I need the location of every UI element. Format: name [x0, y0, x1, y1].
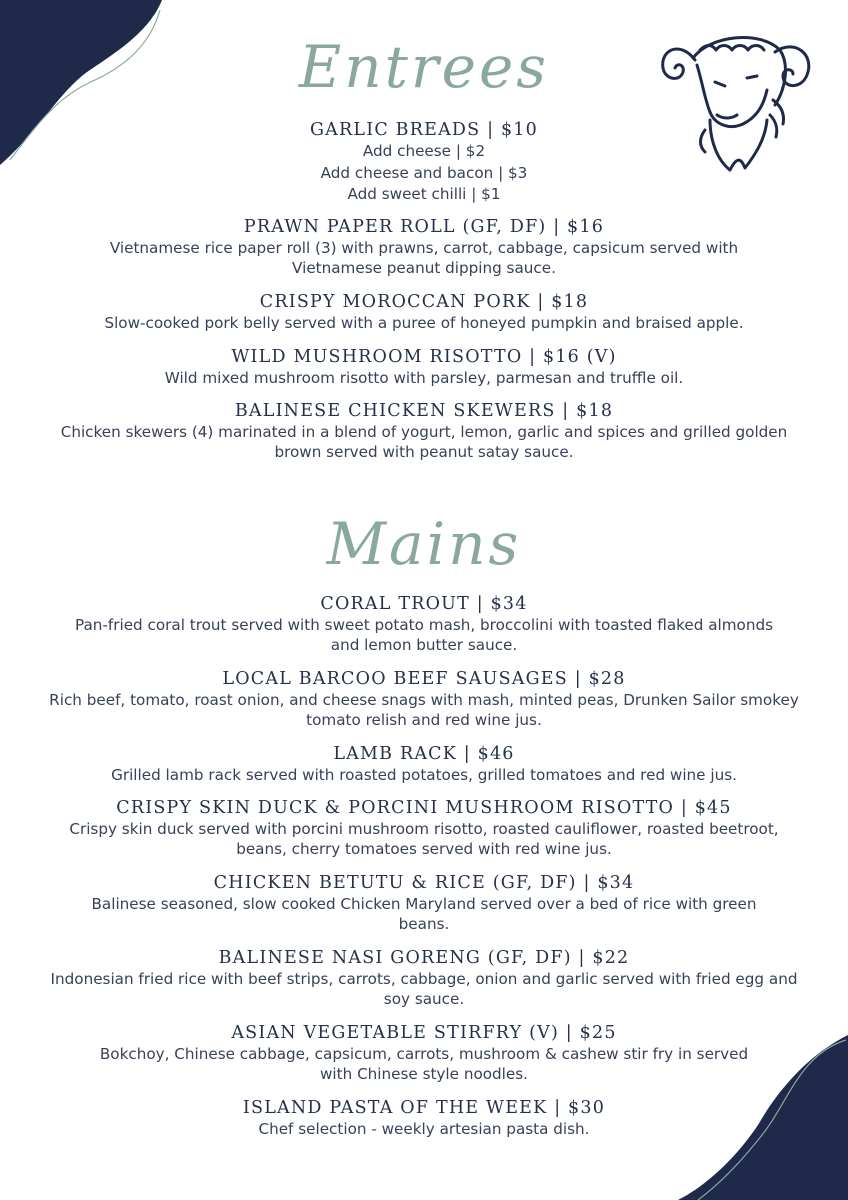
menu-item-name: BALINESE NASI GORENG (GF, DF) | $22: [218, 948, 630, 968]
menu-item-name: BALINESE CHICKEN SKEWERS | $18: [234, 400, 614, 421]
menu-item-name: WILD MUSHROOM RISOTTO | $16 (V): [231, 346, 617, 367]
menu-item-name: PRAWN PAPER ROLL (GF, DF) | $16: [243, 216, 605, 237]
menu-item-chicken-betutu: [0, 872, 848, 934]
menu-item-description: Wild mixed mushroom risotto with parsley, parmesan and truffle oil.: [164, 368, 684, 387]
menu-item-prawn-paper-roll: [0, 216, 848, 278]
menu-item-description: Bokchoy, Chinese cabbage, capsicum, carrots, mushroom & cashew stir fry in served with Chinese style noodles.: [99, 1045, 749, 1083]
menu-item-description: Rich beef, tomato, roast onion, and cheese snags with mash, minted peas, Drunken Sailor smokey tomato relish and red wine jus.: [49, 691, 799, 729]
menu-item-crispy-moroccan-pork: [0, 291, 848, 333]
menu-item-addon: Add cheese | $2: [362, 142, 486, 160]
entrees-heading: Entrees: [298, 33, 550, 101]
menu-item-description: Indonesian fried rice with beef strips, carrots, cabbage, onion and garlic served with fried egg and soy sauce.: [50, 970, 798, 1008]
mains-menu-list: [0, 593, 848, 1139]
menu-item-barcoo-beef-sausages: [0, 668, 848, 730]
menu-item-garlic-breads: [0, 119, 848, 206]
menu-item-description: Vietnamese rice paper roll (3) with prawns, carrot, cabbage, capsicum served with Vietnamese peanut dipping sauce.: [109, 238, 739, 277]
menu-item-lamb-rack: [0, 743, 848, 785]
menu-item-name: GARLIC BREADS | $10: [310, 120, 538, 140]
menu-item-name: CRISPY SKIN DUCK & PORCINI MUSHROOM RISOTTO | $45: [116, 798, 732, 818]
mains-heading: Mains: [326, 510, 522, 578]
menu-item-description: Chef selection - weekly artesian pasta dish.: [258, 1120, 590, 1138]
menu-item-island-pasta: [0, 1097, 848, 1139]
entrees-menu-list: [0, 119, 848, 462]
menu-item-description: Chicken skewers (4) marinated in a blend of yogurt, lemon, garlic and spices and grilled golden brown served with peanut satay sauce.: [60, 422, 788, 461]
menu-item-crispy-skin-duck: [0, 797, 848, 859]
menu-item-name: CORAL TROUT | $34: [320, 594, 528, 614]
menu-item-coral-trout: [0, 593, 848, 655]
menu-item-description: Grilled lamb rack served with roasted potatoes, grilled tomatoes and red wine jus.: [111, 766, 737, 784]
menu-item-name: ISLAND PASTA OF THE WEEK | $30: [242, 1098, 606, 1118]
menu-item-description: Pan-fried coral trout served with sweet potato mash, broccolini with toasted flaked almonds and lemon butter sauce.: [75, 616, 773, 654]
menu-item-wild-mushroom-risotto: [0, 346, 848, 388]
menu-item-nasi-goreng: [0, 947, 848, 1009]
menu-item-description: Crispy skin duck served with porcini mushroom risotto, roasted cauliflower, roasted beetroot, beans, cherry tomatoes served with red wine jus.: [69, 820, 779, 858]
menu-item-name: LAMB RACK | $46: [333, 744, 515, 764]
menu-item-description: Balinese seasoned, slow cooked Chicken Maryland served over a bed of rice with green beans.: [91, 895, 757, 933]
menu-item-balinese-chicken-skewers: [0, 400, 848, 462]
menu-item-addon: Add sweet chilli | $1: [347, 185, 501, 203]
menu-item-name: CHICKEN BETUTU & RICE (GF, DF) | $34: [213, 873, 635, 893]
menu-item-name: ASIAN VEGETABLE STIRFRY (V) | $25: [231, 1023, 617, 1043]
menu-item-addon: Add cheese and bacon | $3: [320, 163, 528, 182]
menu-item-name: LOCAL BARCOO BEEF SAUSAGES | $28: [222, 669, 626, 689]
menu-item-description: Slow-cooked pork belly served with a puree of honeyed pumpkin and braised apple.: [104, 313, 744, 332]
menu-item-vegetable-stirfry: [0, 1022, 848, 1084]
menu-item-name: CRISPY MOROCCAN PORK | $18: [259, 291, 589, 312]
